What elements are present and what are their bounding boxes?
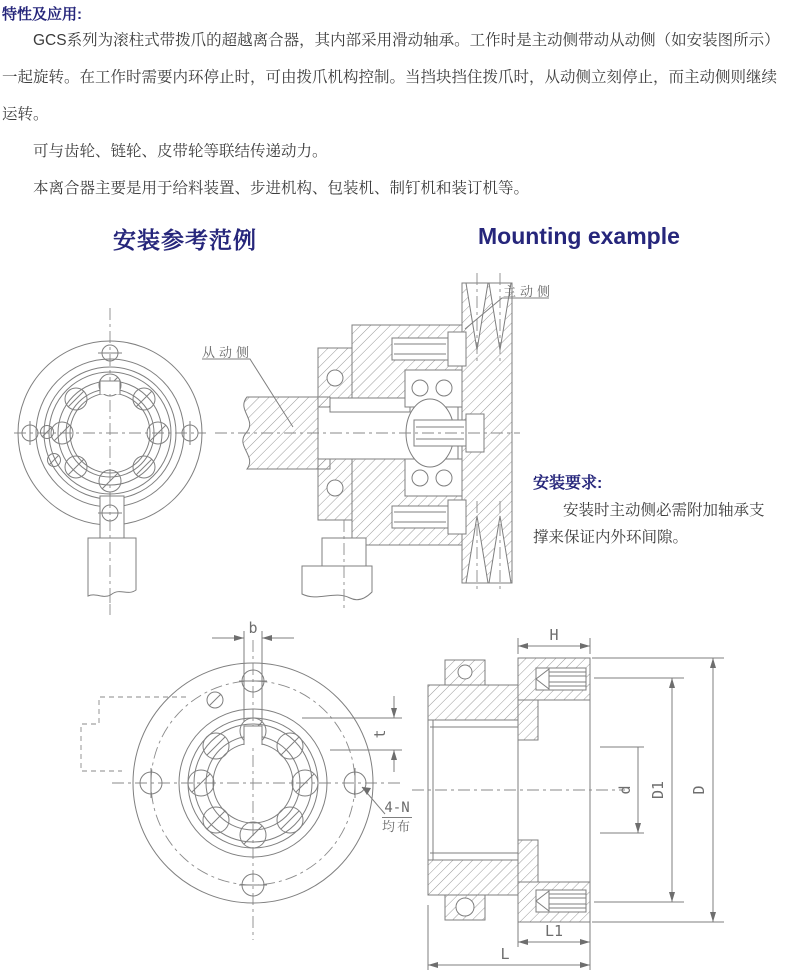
intro-title: 特性及应用: (2, 6, 82, 23)
dim-L-label: L (500, 945, 510, 963)
dim-t (302, 696, 402, 772)
driving-side-label: 主动侧 (503, 284, 555, 299)
intro-paragraph-line: 可与齿轮、链轮、皮带轮等联结传递动力。 (33, 143, 328, 160)
intro-paragraph-line: 运转。 (2, 106, 49, 123)
dim-L1 (518, 922, 590, 947)
dim-d-label: d (616, 785, 634, 795)
dim-t-label: t (371, 729, 389, 739)
clutch-front-view (14, 308, 206, 615)
intro-paragraph-line: 一起旋转。在工作时需要内环停止时，可由拨爪机构控制。当挡块挡住拨爪时，从动侧立刻停止，而主动侧则继续 (2, 69, 778, 86)
dim-b-label: b (248, 619, 258, 637)
keyway (244, 726, 262, 745)
flange-section-view (412, 626, 724, 970)
dimension-drawing (0, 600, 800, 977)
section-heading-en: Mounting example (478, 223, 680, 249)
dim-H (518, 626, 590, 654)
section-heading-zh: 安装参考范例 (113, 227, 257, 253)
mounting-section-view (202, 273, 549, 610)
dim-D-label: D (690, 785, 708, 795)
holes-count-label (382, 799, 412, 835)
dim-H-label: H (549, 626, 559, 644)
keyway (100, 381, 120, 394)
pawl-arm (88, 496, 136, 610)
holes-count-line1: 4-N (384, 800, 410, 816)
flange-front-view (81, 619, 402, 940)
holes-count-line2: 均布 (382, 819, 413, 834)
phantom-outline (81, 697, 186, 771)
driven-side-label: 从动侧 (202, 345, 254, 360)
mounting-requirement-line: 安装时主动侧必需附加轴承支 (563, 502, 765, 519)
mounting-example-drawing (0, 270, 800, 650)
mounting-requirement-title: 安装要求: (533, 475, 603, 492)
dim-L1-label: L1 (544, 922, 564, 940)
dim-D1-label: D1 (649, 780, 667, 800)
intro-paragraph-line: 本离合器主要是用于给料装置、步进机构、包装机、制钉机和装订机等。 (33, 180, 530, 197)
intro-paragraph-line: GCS系列为滚柱式带拨爪的超越离合器，其内部采用滑动轴承。工作时是主动侧带动从动侧（如安装图所示） (33, 32, 780, 49)
mounting-requirement-line: 撑来保证内外环间隙。 (533, 529, 689, 546)
